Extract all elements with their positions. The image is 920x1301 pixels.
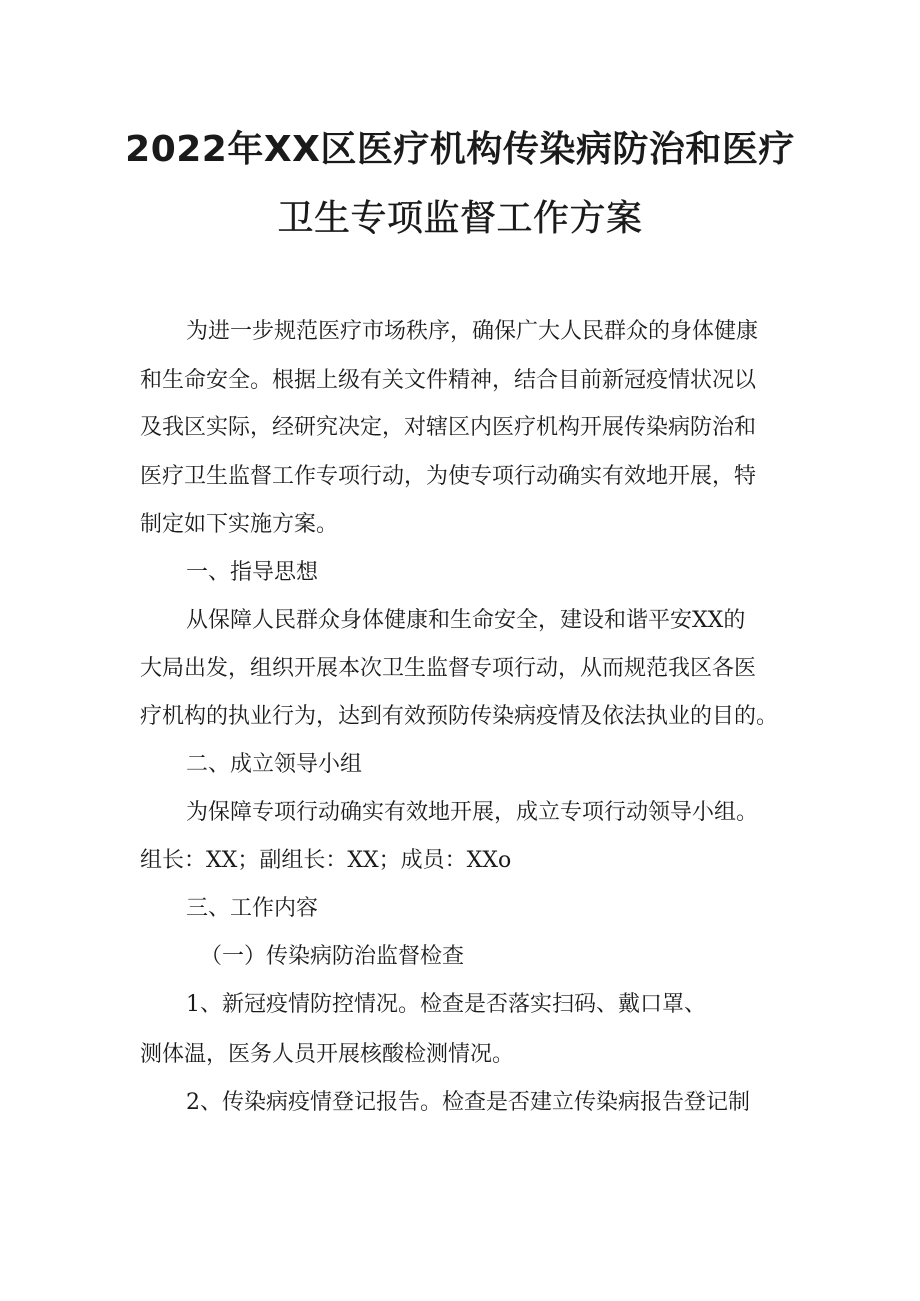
section-3-heading: 三、工作内容 [186,896,319,921]
section-2-body-line: 为保障专项行动确实有效地开展，成立专项行动领导小组。 [186,800,759,825]
section-1-body-line: 从保障人民群众身体健康和生命安全，建设和谐平安XX的 [186,608,746,633]
section-3-item-1-line: 测体温，医务人员开展核酸检测情况。 [140,1042,515,1067]
intro-paragraph-line: 及我区实际，经研究决定，对辖区内医疗机构开展传染病防治和 [140,415,757,440]
intro-paragraph-line: 为进一步规范医疗市场秩序，确保广大人民群众的身体健康 [186,319,759,344]
intro-paragraph-line: 制定如下实施方案。 [140,512,339,537]
section-3-subheading: （一）传染病防治监督检查 [200,944,465,969]
section-1-body-line: 大局出发，组织开展本次卫生监督专项行动，从而规范我区各医 [140,656,757,681]
document-title-line-1: 2022年XX区医疗机构传染病防治和医疗 [125,129,795,170]
section-2-body-line: 组长：XX；副组长：XX；成员：XXo [140,848,512,873]
intro-paragraph-line: 医疗卫生监督工作专项行动，为使专项行动确实有效地开展，特 [140,464,757,489]
section-1-heading: 一、指导思想 [186,560,319,585]
section-1-body-line: 疗机构的执业行为，达到有效预防传染病疫情及依法执业的目的。 [140,704,779,729]
intro-paragraph-line: 和生命安全。根据上级有关文件精神，结合目前新冠疫情状况以 [140,368,757,393]
section-3-item-1-line: 1、新冠疫情防控情况。检查是否落实扫码、戴口罩、 [186,992,706,1017]
section-3-item-2-line: 2、传染病疫情登记报告。检查是否建立传染病报告登记制 [186,1090,750,1115]
section-2-heading: 二、成立领导小组 [186,752,363,777]
document-title-line-2: 卫生专项监督工作方案 [277,198,643,239]
